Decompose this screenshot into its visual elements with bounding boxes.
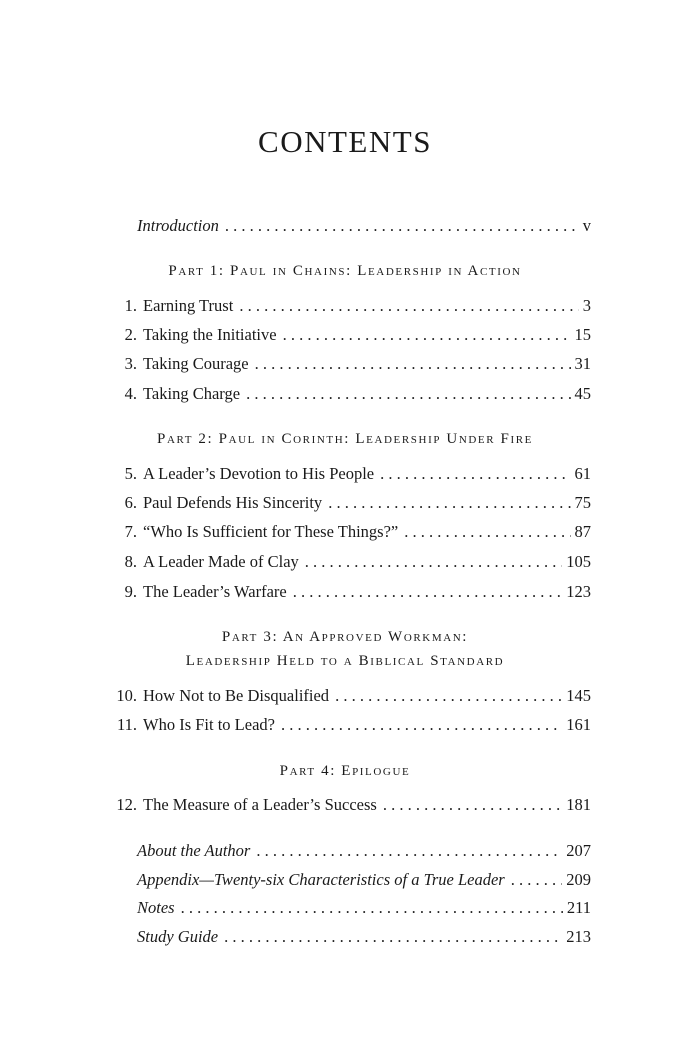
entry-page: 207 [566, 841, 591, 860]
toc-entry-chapter-1[interactable] [106, 294, 591, 318]
toc-entry-chapter-6[interactable] [106, 491, 591, 515]
part-2-heading: Part 2: Paul in Corinth: Leadership Under Fire [157, 431, 533, 447]
page-title: CONTENTS [258, 124, 432, 159]
part-4-heading: Part 4: Epilogue [279, 763, 411, 779]
dot-leader [305, 550, 562, 574]
entry-label: Notes [137, 898, 175, 917]
chapter-number: 6. [124, 493, 137, 512]
dot-leader [335, 684, 562, 708]
dot-leader [281, 713, 562, 737]
dot-leader [239, 294, 578, 318]
entry-label: How Not to Be Disqualified [143, 686, 330, 705]
chapter-number: 1. [124, 296, 137, 315]
toc-entry-appendix[interactable] [137, 868, 591, 892]
chapter-number: 11. [116, 715, 137, 734]
part-3-heading-line-2: Leadership Held to a Biblical Standard [185, 653, 505, 669]
entry-label: Taking Charge [143, 384, 241, 403]
entry-label: Paul Defends His Sincerity [143, 493, 323, 512]
entry-label: Taking Courage [143, 354, 249, 373]
dot-leader [511, 868, 563, 892]
entry-label: Earning Trust [143, 296, 234, 315]
dot-leader [224, 925, 562, 949]
entry-page: 15 [574, 325, 591, 344]
chapter-number: 8. [124, 552, 137, 571]
entry-page: 181 [566, 795, 591, 814]
entry-label: Study Guide [137, 927, 219, 946]
chapter-number: 2. [124, 325, 137, 344]
entry-page: 209 [566, 870, 591, 889]
entry-page: 123 [566, 582, 591, 601]
dot-leader [380, 462, 570, 486]
dot-leader [181, 896, 563, 920]
dot-leader [256, 839, 562, 863]
chapter-number: 10. [116, 686, 137, 705]
entry-page: v [582, 216, 591, 235]
entry-page: 105 [566, 552, 591, 571]
entry-page: 75 [574, 493, 591, 512]
dot-leader [404, 520, 570, 544]
entry-label: Who Is Fit to Lead? [143, 715, 275, 734]
entry-label: “Who Is Sufficient for These Things?” [143, 522, 399, 541]
toc-entry-introduction[interactable] [137, 214, 591, 238]
entry-label: Appendix—Twenty-six Characteristics of a True Leader [137, 870, 505, 889]
part-1-heading: Part 1: Paul in Chains: Leadership in Action [168, 263, 522, 279]
dot-leader [383, 793, 562, 817]
entry-label: A Leader Made of Clay [143, 552, 299, 571]
chapter-number: 9. [124, 582, 137, 601]
toc-entry-chapter-12[interactable] [106, 793, 591, 817]
toc-entry-study-guide[interactable] [137, 925, 591, 949]
toc-entry-chapter-3[interactable] [106, 352, 591, 376]
entry-label: The Measure of a Leader’s Success [143, 795, 377, 814]
entry-label: Taking the Initiative [143, 325, 277, 344]
toc-entry-notes[interactable] [137, 896, 591, 920]
entry-label: About the Author [137, 841, 251, 860]
dot-leader [283, 323, 571, 347]
toc-entry-chapter-4[interactable] [106, 382, 591, 406]
entry-page: 211 [566, 898, 591, 917]
entry-page: 45 [574, 384, 591, 403]
dot-leader [255, 352, 571, 376]
chapter-number: 12. [116, 795, 137, 814]
entry-page: 3 [582, 296, 591, 315]
toc-entry-chapter-10[interactable] [106, 684, 591, 708]
entry-page: 87 [574, 522, 591, 541]
dot-leader [293, 580, 563, 604]
chapter-number: 3. [124, 354, 137, 373]
dot-leader [328, 491, 570, 515]
toc-entry-chapter-7[interactable] [106, 520, 591, 544]
toc-entry-chapter-11[interactable] [106, 713, 591, 737]
entry-label: The Leader’s Warfare [143, 582, 287, 601]
part-3-heading-line-1: Part 3: An Approved Workman: [221, 629, 469, 645]
toc-entry-chapter-5[interactable] [106, 462, 591, 486]
entry-page: 213 [566, 927, 591, 946]
entry-page: 145 [566, 686, 591, 705]
dot-leader [246, 382, 570, 406]
entry-page: 31 [574, 354, 591, 373]
entry-label: A Leader’s Devotion to His People [143, 464, 375, 483]
toc-entry-chapter-8[interactable] [106, 550, 591, 574]
chapter-number: 7. [124, 522, 137, 541]
toc-entry-about-the-author[interactable] [137, 839, 591, 863]
chapter-number: 4. [124, 384, 137, 403]
dot-leader [225, 214, 579, 238]
chapter-number: 5. [124, 464, 137, 483]
entry-page: 61 [574, 464, 591, 483]
entry-label: Introduction [137, 216, 219, 235]
entry-page: 161 [566, 715, 591, 734]
toc-entry-chapter-9[interactable] [106, 580, 591, 604]
toc-entry-chapter-2[interactable] [106, 323, 591, 347]
